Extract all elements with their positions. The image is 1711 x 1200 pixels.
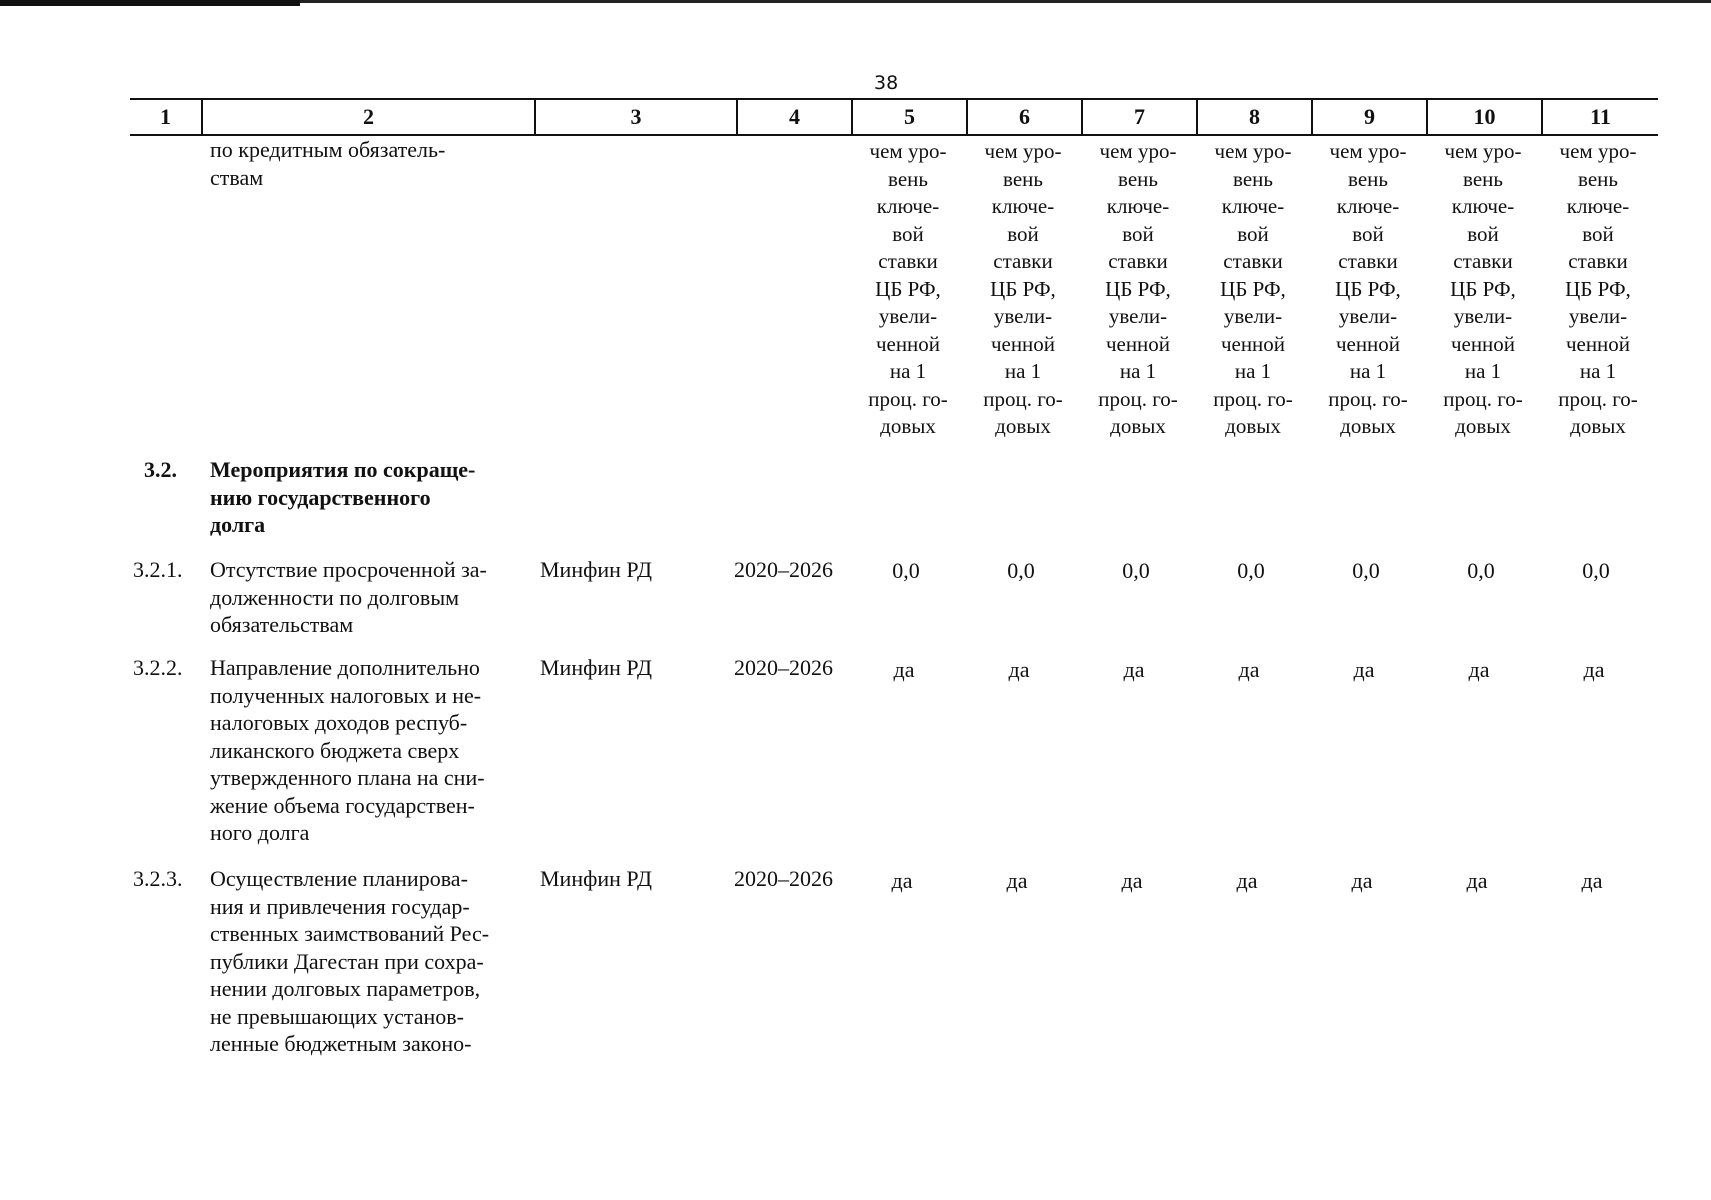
- value-col-6: да: [1006, 868, 1028, 893]
- row-description: Осуществление планирова- ния и привлечения государ- ственных заимствований Рес- публики Дагестан при сохра- нении долговых параметров, не превышающих установ- ленные бюджетным законо-: [210, 866, 490, 1056]
- value-col-7: да: [1121, 868, 1143, 893]
- page-number: 38: [874, 72, 899, 94]
- row-number: 3.2.1.: [133, 557, 183, 582]
- row-period: 2020–2026: [734, 655, 833, 680]
- row-description: Направление дополнительно полученных налоговых и не- налоговых доходов респуб- ликанского бюджета сверх утвержденного плана на сни- жение объема государствен- ного долга: [210, 655, 485, 845]
- rate-cell-10: чем уро- вень ключе- вой ставки ЦБ РФ, увели- ченной на 1 проц. го- довых: [1443, 139, 1523, 438]
- value-col-9: 0,0: [1352, 558, 1380, 583]
- rate-cell-5: чем уро- вень ключе- вой ставки ЦБ РФ, увели- ченной на 1 проц. го- довых: [868, 139, 948, 438]
- table-header-row: [130, 98, 1658, 136]
- rate-cell-7: чем уро- вень ключе- вой ставки ЦБ РФ, увели- ченной на 1 проц. го- довых: [1098, 139, 1178, 438]
- row-description: Отсутствие просроченной за- долженности по долговым обязательствам: [210, 557, 487, 637]
- continuation-text: по кредитным обязатель- ствам: [210, 137, 446, 190]
- rate-cell-6: чем уро- вень ключе- вой ставки ЦБ РФ, увели- ченной на 1 проц. го- довых: [983, 139, 1063, 438]
- section-title: Мероприятия по сокраще- нию государственного долга: [210, 457, 476, 537]
- value-col-6: 0,0: [1007, 558, 1035, 583]
- header-col-9: 9: [1313, 100, 1428, 134]
- header-col-1: 1: [130, 100, 203, 134]
- value-col-8: да: [1238, 657, 1260, 682]
- value-col-10: 0,0: [1467, 558, 1495, 583]
- value-col-8: 0,0: [1237, 558, 1265, 583]
- value-col-11: 0,0: [1582, 558, 1610, 583]
- row-executor: Минфин РД: [540, 866, 652, 891]
- scan-top-edge-mark: [0, 0, 300, 6]
- header-col-7: 7: [1083, 100, 1198, 134]
- rate-cell-8: чем уро- вень ключе- вой ставки ЦБ РФ, увели- ченной на 1 проц. го- довых: [1213, 139, 1293, 438]
- section-number: 3.2.: [144, 457, 177, 482]
- row-executor: Минфин РД: [540, 557, 652, 582]
- row-executor: Минфин РД: [540, 655, 652, 680]
- row-number: 3.2.2.: [133, 655, 183, 680]
- header-col-6: 6: [968, 100, 1083, 134]
- value-col-10: да: [1468, 657, 1490, 682]
- header-col-10: 10: [1428, 100, 1543, 134]
- header-col-11: 11: [1590, 104, 1611, 129]
- row-period: 2020–2026: [734, 866, 833, 891]
- value-col-11: да: [1583, 657, 1605, 682]
- value-col-6: да: [1008, 657, 1030, 682]
- value-col-7: 0,0: [1122, 558, 1150, 583]
- rate-cell-9: чем уро- вень ключе- вой ставки ЦБ РФ, увели- ченной на 1 проц. го- довых: [1328, 139, 1408, 438]
- value-col-10: да: [1466, 868, 1488, 893]
- value-col-7: да: [1123, 657, 1145, 682]
- value-col-11: да: [1581, 868, 1603, 893]
- row-number: 3.2.3.: [133, 866, 183, 891]
- value-col-5: да: [891, 868, 913, 893]
- header-col-3: 3: [536, 100, 738, 134]
- header-col-5: 5: [853, 100, 968, 134]
- value-col-8: да: [1236, 868, 1258, 893]
- header-col-8: 8: [1198, 100, 1313, 134]
- header-col-2: 2: [203, 100, 536, 134]
- row-period: 2020–2026: [734, 557, 833, 582]
- value-col-9: да: [1351, 868, 1373, 893]
- value-col-5: 0,0: [892, 558, 920, 583]
- value-col-9: да: [1353, 657, 1375, 682]
- rate-cell-11: чем уро- вень ключе- вой ставки ЦБ РФ, увели- ченной на 1 проц. го- довых: [1558, 139, 1638, 438]
- value-col-5: да: [893, 657, 915, 682]
- header-col-4: 4: [738, 100, 853, 134]
